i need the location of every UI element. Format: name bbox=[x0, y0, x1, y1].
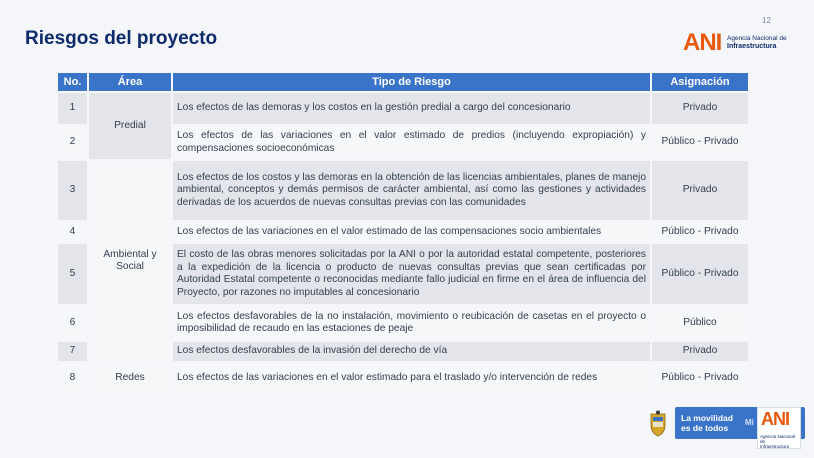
row-asignacion: Privado bbox=[652, 93, 748, 124]
area-cell: Ambiental y Social bbox=[89, 161, 171, 361]
ani-logo-line2: Infraestructura bbox=[727, 43, 777, 50]
row-tipo: Los efectos de las variaciones en el valor estimado de las compensaciones socio ambientales bbox=[173, 222, 650, 242]
row-asignacion: Público - Privado bbox=[652, 222, 748, 242]
row-tipo: Los efectos de las variaciones en el valor estimado para el traslado y/o intervención de redes bbox=[173, 363, 650, 393]
row-tipo: Los efectos desfavorables de la invasión del derecho de vía bbox=[173, 342, 650, 361]
row-no: 5 bbox=[58, 244, 87, 304]
header-area: Área bbox=[89, 73, 171, 91]
row-no: 1 bbox=[58, 93, 87, 124]
footer-ani-mark: ANI bbox=[761, 409, 789, 429]
ani-logo-mark: ANI bbox=[683, 29, 722, 56]
row-no: 6 bbox=[58, 306, 87, 340]
ani-logo bbox=[683, 30, 793, 56]
row-tipo: Los efectos desfavorables de la no instalación, movimiento o reubicación de casetas en el proyecto o imposibilidad de recaudo en las estaciones de peaje bbox=[173, 306, 650, 340]
row-asignacion: Público - Privado bbox=[652, 363, 748, 393]
row-no: 8 bbox=[58, 363, 87, 393]
footer-motto-line1: La movilidad bbox=[681, 413, 733, 423]
ani-logo-line1: Agencia Nacional de bbox=[727, 35, 787, 42]
row-tipo: Los efectos de las variaciones en el valor estimado de predios (incluyendo expropiación) y compensaciones socioeconómicas bbox=[173, 126, 650, 159]
row-asignacion: Público - Privado bbox=[652, 244, 748, 304]
row-asignacion: Público bbox=[652, 306, 748, 340]
table-header-row bbox=[58, 73, 748, 91]
row-asignacion: Privado bbox=[652, 161, 748, 220]
header-no: No. bbox=[58, 73, 87, 91]
row-asignacion: Privado bbox=[652, 342, 748, 361]
footer-ani-line1: Agencia Nacional de bbox=[760, 434, 796, 444]
table-row bbox=[58, 93, 748, 124]
row-no: 4 bbox=[58, 222, 87, 242]
row-asignacion: Público - Privado bbox=[652, 126, 748, 159]
header-tipo: Tipo de Riesgo bbox=[173, 73, 650, 91]
footer-ani-logo bbox=[757, 407, 801, 449]
table-row bbox=[58, 161, 748, 220]
footer-motto bbox=[681, 413, 733, 433]
row-no: 7 bbox=[58, 342, 87, 361]
risk-table bbox=[56, 71, 750, 395]
page-number: 12 bbox=[762, 16, 771, 25]
row-tipo: Los efectos de los costos y las demoras en la obtención de las licencias ambientales, planes de manejo ambiental, conceptos y demás permisos de carácter ambiental, así como las gestiones y actividades derivadas de los acuerdos de nuevas consultas previas con las comunidades bbox=[173, 161, 650, 220]
footer-ani-text bbox=[760, 434, 800, 449]
table-row bbox=[58, 363, 748, 393]
ani-logo-text bbox=[727, 35, 787, 51]
row-tipo: Los efectos de las demoras y los costos en la gestión predial a cargo del concesionario bbox=[173, 93, 650, 124]
area-cell: Redes bbox=[89, 363, 171, 393]
row-tipo: El costo de las obras menores solicitadas por la ANI o por la autoridad estatal competente, posteriores a la expedición de la licencia o producto de nuevas consultas previas que sean certificadas por Autoridad Estatal competente o reconocidas mediante fallo judicial en firme en el área de influencia del Proyecto, por razones no imputables al concesionario bbox=[173, 244, 650, 304]
row-no: 3 bbox=[58, 161, 87, 220]
area-cell: Predial bbox=[89, 93, 171, 159]
colombia-shield-icon bbox=[648, 410, 668, 438]
slide-title: Riesgos del proyecto bbox=[25, 28, 218, 49]
row-no: 2 bbox=[58, 126, 87, 159]
footer-motto-line2: es de todos bbox=[681, 423, 729, 433]
footer-ministry: Mi bbox=[745, 418, 754, 427]
header-asignacion: Asignación bbox=[652, 73, 748, 91]
footer-ani-line2: Infraestructura bbox=[760, 444, 790, 449]
